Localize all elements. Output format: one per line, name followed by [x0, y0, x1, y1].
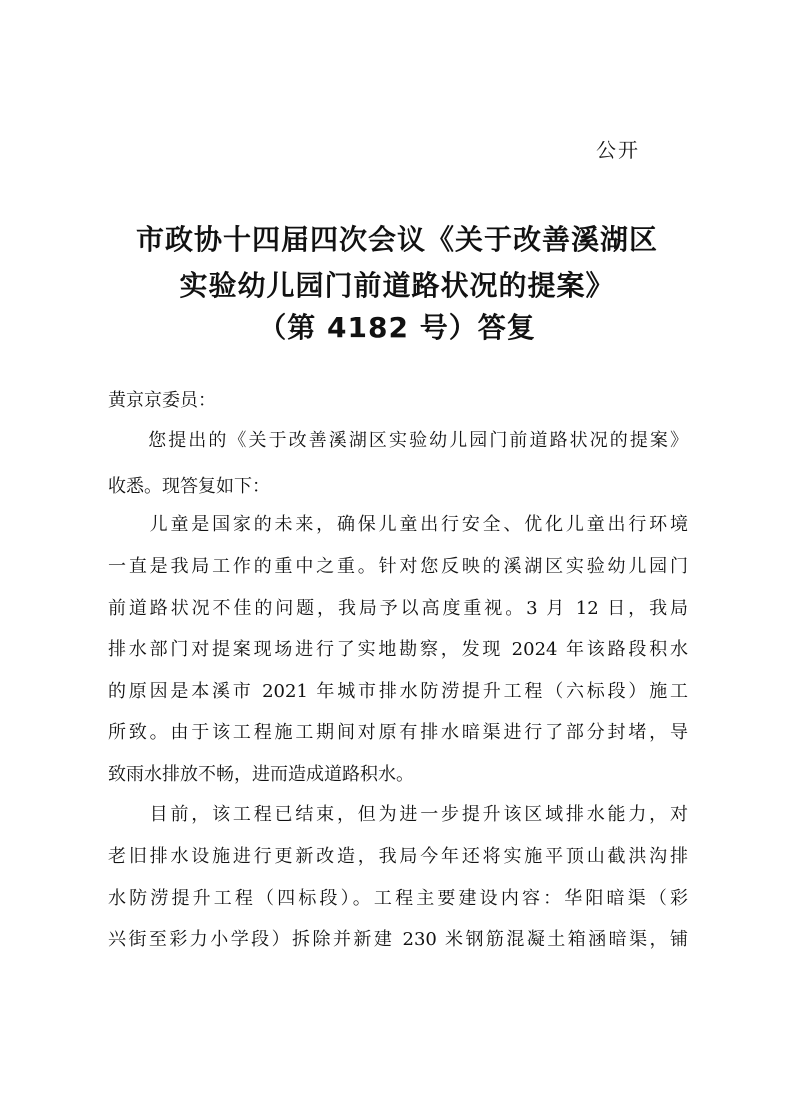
paragraph-line: 老旧排水设施进行更新改造，我局今年还将实施平顶山截洪沟排 [108, 846, 688, 867]
paragraph-line: 儿童是国家的未来，确保儿童出行安全、优化儿童出行环境 [108, 514, 688, 535]
paragraph-line: 的原因是本溪市 2021 年城市排水防涝提升工程（六标段）施工 [108, 681, 688, 702]
paragraph-line: 水防涝提升工程（四标段）。工程主要建设内容：华阳暗渠（彩 [108, 888, 688, 909]
document-title-line-1: 市政协十四届四次会议《关于改善溪湖区 [135, 223, 658, 256]
paragraph-line: 致雨水排放不畅，进而造成道路积水。 [108, 764, 414, 785]
salutation: 黄京京委员： [108, 390, 216, 411]
paragraph-line: 一直是我局工作的重中之重。针对您反映的溪湖区实验幼儿园门 [108, 556, 688, 577]
paragraph-line: 排水部门对提案现场进行了实地勘察，发现 2024 年该路段积水 [108, 639, 688, 660]
paragraph-line: 目前，该工程已结束，但为进一步提升该区域排水能力，对 [108, 804, 688, 825]
document-title-line-2: 实验幼儿园门前道路状况的提案》 [179, 269, 615, 302]
paragraph-line: 前道路状况不佳的问题，我局予以高度重视。3 月 12 日，我局 [108, 598, 688, 619]
disclosure-label: 公开 [596, 138, 640, 162]
paragraph-line: 兴街至彩力小学段）拆除并新建 230 米钢筋混凝土箱涵暗渠，铺 [108, 929, 688, 950]
paragraph-line: 收悉。现答复如下： [108, 476, 270, 497]
document-title-line-3: （第 4182 号）答复 [258, 311, 536, 344]
paragraph-line: 您提出的《关于改善溪湖区实验幼儿园门前道路状况的提案》 [108, 430, 688, 451]
paragraph-line: 所致。由于该工程施工期间对原有排水暗渠进行了部分封堵，导 [108, 722, 688, 743]
